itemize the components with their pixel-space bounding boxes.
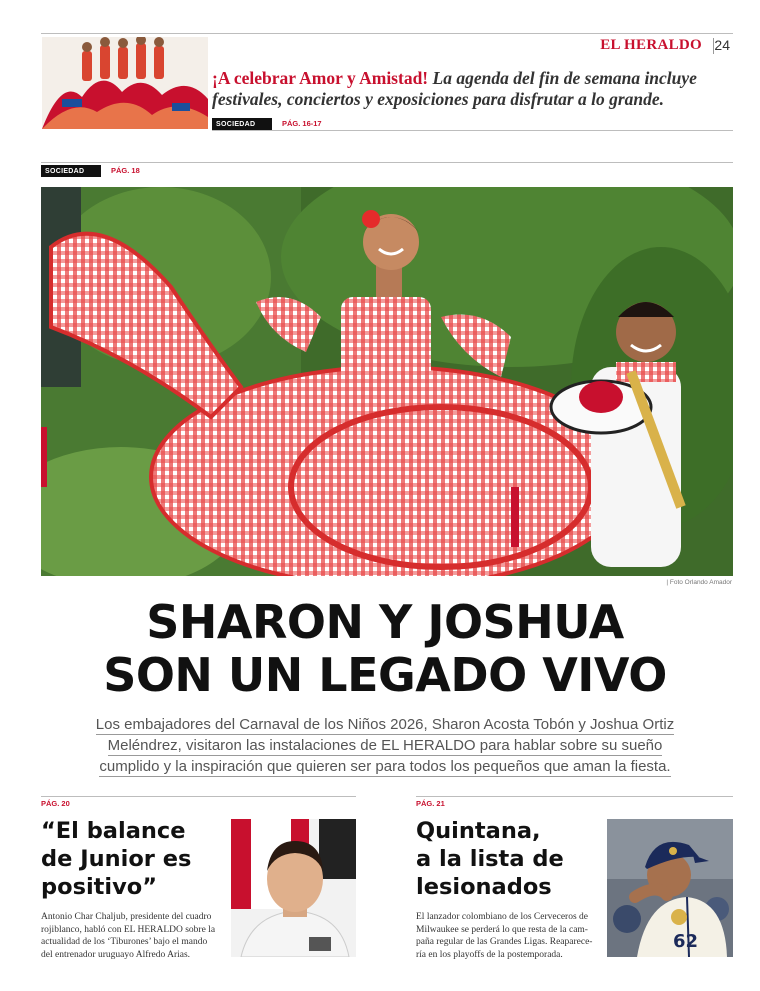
teaser-photo[interactable] [42, 37, 208, 129]
deck-line-1: Los embajadores del Carnaval de los Niños 2026, Sharon Acosta Tobón y Joshua Ortiz [95, 716, 675, 733]
right-headline-line: lesionados [416, 874, 552, 900]
left-story-rule [41, 796, 356, 797]
main-photo[interactable] [41, 187, 733, 576]
teaser-page-ref: PÁG. 16-17 [282, 119, 322, 128]
carnival-dancers-image [42, 37, 208, 129]
teaser-section-tag: SOCIEDAD [212, 118, 272, 130]
right-story-body [416, 911, 606, 961]
jersey-number: 62 [673, 931, 699, 952]
left-page-ref: PÁG. 20 [41, 799, 70, 808]
body-line: Antonio Char Chaljub, presidente del cuadro [41, 912, 212, 922]
left-story-body [41, 911, 231, 961]
body-line: rojiblanco, habló con EL HERALDO sobre la [41, 924, 216, 935]
headline-line-2: SON UN LEGADO VIVO [103, 648, 667, 702]
baseball-pitcher-image [607, 819, 733, 957]
left-story-photo[interactable] [231, 819, 356, 957]
main-headline[interactable] [40, 596, 730, 702]
body-line: actualidad de los ‘Tiburones’ bajo el mando [41, 937, 208, 947]
main-deck [90, 714, 680, 777]
right-headline-line: Quintana, [416, 818, 541, 844]
teaser-text[interactable] [212, 68, 737, 110]
teaser-body: La agenda del fin de semana incluye festivales, conciertos y exposiciones para disfrutar a lo grande. [212, 68, 697, 109]
right-story-headline[interactable] [416, 817, 606, 901]
teaser-rule [212, 130, 733, 131]
left-story-headline[interactable] [41, 817, 231, 901]
deck-line-2: Meléndrez, visitaron las instalaciones de EL HERALDO para hablar sobre su sueño [107, 737, 663, 754]
body-line: ría en los playoffs de la postemporada. [416, 949, 563, 960]
main-rule [41, 162, 733, 163]
left-headline-line: de Junior es [41, 846, 192, 872]
deck-line-3: cumplido y la inspiración que quieren ser para todos los pequeños que aman la fiesta. [99, 758, 671, 775]
headline-line-1: SHARON Y JOSHUA [146, 595, 624, 649]
photo-credit: | Foto Orlando Amador [666, 579, 732, 586]
body-line: El lanzador colombiano de los Cerveceros de [416, 912, 588, 922]
right-story-rule [416, 796, 733, 797]
body-line: paña regular de las Grandes Ligas. Reaparece- [416, 937, 593, 947]
main-page-ref: PÁG. 18 [111, 166, 140, 175]
body-line: Milwaukee se perderá lo que resta de la cam- [416, 924, 588, 935]
left-headline-line: “El balance [41, 818, 186, 844]
carnival-children-photo [41, 187, 733, 576]
teaser-highlight: ¡A celebrar Amor y Amistad! [212, 68, 429, 88]
speaker-portrait-image [231, 819, 356, 957]
right-story-photo[interactable] [607, 819, 733, 957]
right-headline-line: a la lista de [416, 846, 564, 872]
body-line: del entrenador uruguayo Alfredo Arias. [41, 949, 191, 960]
left-headline-line: positivo” [41, 874, 158, 900]
right-page-ref: PÁG. 21 [416, 799, 445, 808]
top-rule [41, 33, 733, 34]
page-number: 24 [714, 37, 730, 53]
brand-name: EL HERALDO [600, 37, 702, 53]
main-section-tag: SOCIEDAD [41, 165, 101, 177]
